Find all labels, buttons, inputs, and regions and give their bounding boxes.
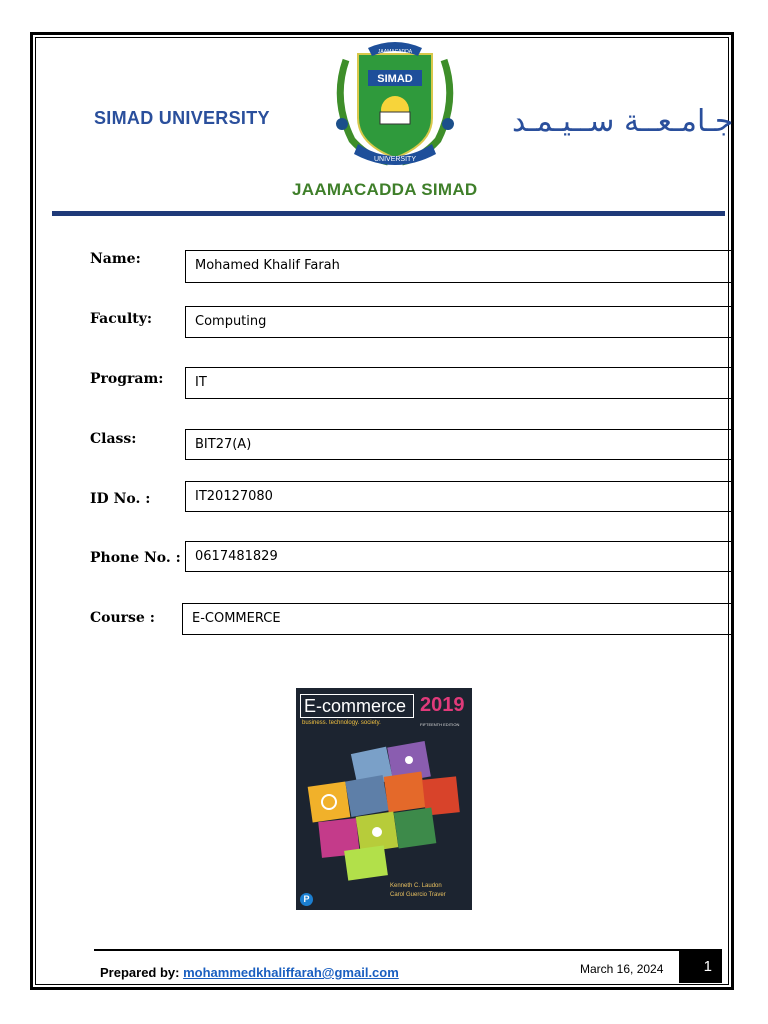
program-label: Program:	[90, 371, 164, 387]
puzzle-illustration	[300, 736, 468, 882]
faculty-label: Faculty:	[90, 311, 153, 327]
publisher-logo: P	[300, 893, 313, 906]
course-field: E-COMMERCE	[182, 603, 731, 635]
document-date: March 16, 2024	[580, 962, 664, 976]
university-subtitle: JAAMACADDA SIMAD	[292, 180, 478, 199]
id-field: IT20127080	[185, 481, 731, 512]
book-author-2: Carol Guercio Traver	[390, 892, 446, 898]
book-title: E-commerce	[300, 694, 414, 718]
university-name: SIMAD UNIVERSITY	[94, 108, 270, 128]
program-field: IT	[185, 367, 731, 399]
book-cover-image	[296, 688, 472, 910]
book-edition: FIFTEENTH EDITION	[420, 722, 460, 727]
logo-bottom-text: UNIVERSITY	[373, 156, 417, 163]
book-author-1: Kenneth C. Laudon	[390, 883, 442, 889]
book-authors	[390, 882, 446, 900]
logo-top-text: JAAMACADDA	[377, 49, 413, 55]
book-year: 2019	[420, 694, 465, 716]
faculty-field: Computing	[185, 306, 731, 338]
class-label: Class:	[90, 431, 137, 447]
class-field: BIT27(A)	[185, 429, 731, 460]
book-tagline: business. technology. society.	[302, 720, 381, 726]
phone-label: Phone No. :	[90, 550, 181, 566]
university-logo	[328, 40, 462, 170]
prepared-by	[100, 965, 399, 980]
prepared-by-label: Prepared by:	[100, 965, 180, 980]
header-divider	[52, 211, 725, 216]
page-number: 1	[679, 951, 722, 983]
logo-center-text: SIMAD	[377, 73, 413, 85]
email-link[interactable]: mohammedkhaliffarah@gmail.com	[183, 965, 399, 980]
footer-divider	[94, 949, 722, 951]
id-label: ID No. :	[90, 491, 151, 507]
phone-field: 0617481829	[185, 541, 731, 572]
university-name-arabic: جـامـعــة ســيـمـد	[512, 104, 734, 139]
course-label: Course :	[90, 610, 155, 626]
name-field: Mohamed Khalif Farah	[185, 250, 731, 283]
name-label: Name:	[90, 251, 141, 267]
